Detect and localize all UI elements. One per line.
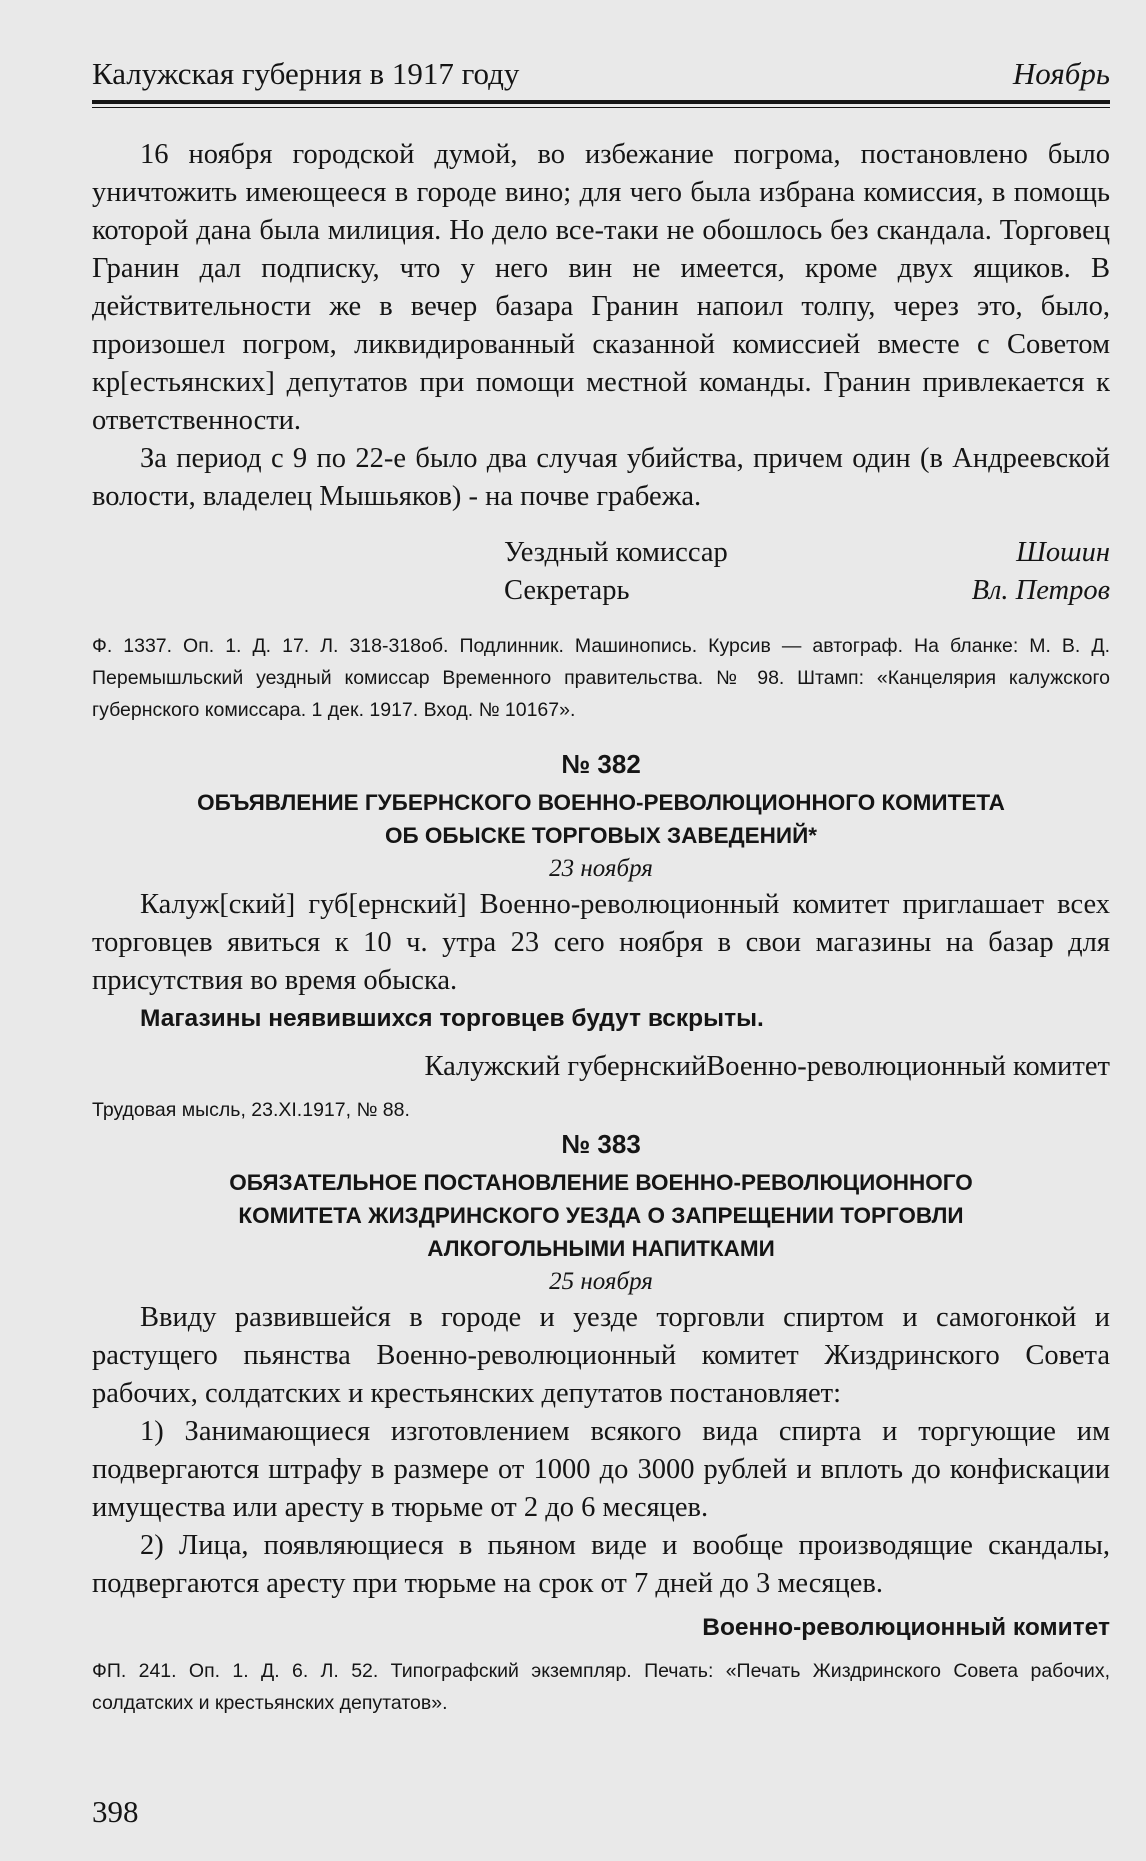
doc382-signature: Калужский губернскийВоенно-революционный комитет [424, 1051, 1110, 1082]
header-rule-thin [92, 107, 1110, 108]
doc383-paragraph-2: 1) Занимающиеся изготовлением всякого вида спирта и торгующие им подвергаются штрафу в размере от 1000 до 3000 рублей и вплоть до конфискации имущества или аресту в тюрьме от 2 до 6 месяцев. [92, 1416, 1110, 1523]
doc383-source-note: ФП. 241. Оп. 1. Д. 6. Л. 52. Типографский экземпляр. Печать: «Печать Жиздринского Совета рабочих, солдатских и крестьянских депутатов». [92, 1660, 1110, 1714]
doc381-source-note: Ф. 1337. Оп. 1. Д. 17. Л. 318-318об. Подлинник. Машинопись. Курсив — автограф. На бланке: М. В. Д. Перемышльский уездный комиссар Временного правительства. № 98. Штамп: «Канцелярия калужского губернского комиссара. 1 дек. 1917. Вход. № 10167». [92, 635, 1110, 721]
doc382-number: № 382 [561, 749, 641, 779]
doc383-title-line-2: КОМИТЕТА ЖИЗДРИНСКОГО УЕЗДА О ЗАПРЕЩЕНИИ ТОРГОВЛИ [238, 1203, 964, 1228]
doc383-title-line-3: АЛКОГОЛЬНЫМИ НАПИТКАМИ [427, 1236, 775, 1261]
page-body [92, 136, 1110, 1719]
doc383-paragraph-1: Ввиду развившейся в городе и уезде торговли спиртом и самогонкой и растущего пьянства Военно-революционный комитет Жиздринского Совета рабочих, солдатских и крестьянских депутатов постановляет: [92, 1302, 1110, 1409]
doc383-signature: Военно-революционный комитет [702, 1614, 1110, 1641]
header-rule-thick [92, 100, 1110, 104]
doc383-number: № 383 [561, 1129, 641, 1159]
running-header [92, 56, 1110, 92]
doc382-paragraph-1: Калуж[ский] губ[ернский] Военно-революционный комитет приглашает всех торговцев явиться к 10 ч. утра 23 сего ноября в свои магазины на базар для присутствия во время обыска. [92, 889, 1110, 996]
doc382-title-line-2: ОБ ОБЫСКЕ ТОРГОВЫХ ЗАВЕДЕНИЙ* [384, 823, 818, 848]
doc381-paragraph-2: За период с 9 по 22-е было два случая убийства, причем один (в Андреевской волости, владелец Мышьяков) - на почве грабежа. [92, 443, 1110, 512]
doc381-paragraph-1: 16 ноября городской думой, во избежание погрома, постановлено было уничтожить имеющееся в городе вино; для чего была избрана комиссия, в помощь которой дана была милиция. Но дело все-таки не обошлось без скандала. Торговец Гранин дал подписку, что у него вин не имеется, кроме двух ящиков. В действительности же в вечер базара Гранин напоил толпу, через это, было, произошел погром, ликвидированный сказанной комиссией вместе с Советом кр[естьянских] депутатов при помощи местной команды. Гранин привлекается к ответственности. [92, 139, 1110, 436]
doc382-title-line-1: ОБЪЯВЛЕНИЕ ГУБЕРНСКОГО ВОЕННО-РЕВОЛЮЦИОННОГО КОМИТЕТА [197, 790, 1005, 815]
doc382-date: 23 ноября [549, 855, 653, 882]
signature-name: Шошин [1016, 537, 1110, 568]
doc383-paragraph-3: 2) Лица, появляющиеся в пьяном виде и вообще производящие скандалы, подвергаются аресту при тюрьме на срок от 7 дней до 3 месяцев. [92, 1530, 1110, 1599]
signature-name: Вл. Петров [971, 575, 1110, 606]
header-month: Ноябрь [1012, 56, 1110, 91]
header-title: Калужская губерния в 1917 году [92, 56, 520, 91]
doc382-source-note: Трудовая мысль, 23.XI.1917, № 88. [92, 1099, 410, 1121]
doc382-paragraph-2: Магазины неявившихся торговцев будут вскрыты. [140, 1005, 764, 1032]
signature-role: Уездный комиссар [504, 537, 728, 568]
page-number: 398 [92, 1794, 139, 1829]
signature-commissar [504, 534, 1110, 572]
signature-role: Секретарь [504, 575, 630, 606]
doc383-title-line-1: ОБЯЗАТЕЛЬНОЕ ПОСТАНОВЛЕНИЕ ВОЕННО-РЕВОЛЮЦИОННОГО [229, 1170, 973, 1195]
signature-secretary [504, 572, 1110, 610]
doc383-date: 25 ноября [549, 1268, 653, 1295]
